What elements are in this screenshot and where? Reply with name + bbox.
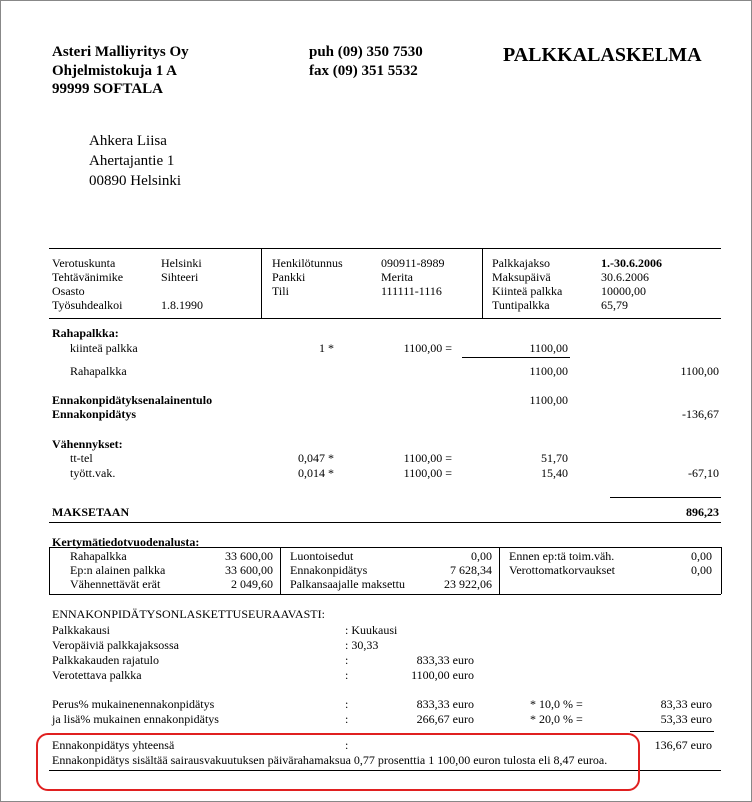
info-value: 090911-8989 [381, 256, 445, 270]
ytd-value: 0,00 [691, 563, 712, 577]
calc-label: Palkkakausi [52, 623, 110, 637]
calc-colon: : Kuukausi [345, 623, 398, 637]
pay-bottom-line [49, 522, 721, 523]
info-label: Työsuhdealkoi [52, 298, 123, 312]
deduction-label: tt-tel [70, 451, 93, 465]
rahapalkka-total-label: Rahapalkka [70, 364, 127, 378]
calc-colon: : [345, 712, 349, 726]
rahapalkka-total-right: 1100,00 [680, 364, 719, 378]
calc-value: 1100,00 euro [411, 668, 474, 682]
company-street: Ohjelmistokuja 1 A [52, 63, 178, 79]
calc-colon: : 30,33 [345, 638, 379, 652]
ytd-label: Ennen ep:tä toim.väh. [509, 549, 615, 563]
highlight-box [36, 733, 640, 791]
deductions-header: Vähennykset: [52, 437, 123, 451]
company-city: 99999 SOFTALA [52, 81, 163, 97]
calc-value: 833,33 euro [416, 697, 474, 711]
company-name: Asteri Malliyritys Oy [52, 44, 189, 60]
calc-total-colon: : [345, 738, 349, 752]
withholding-label: Ennakonpidätys [52, 407, 137, 421]
calc-pct-label: Perus% mukainenennakonpidätys [52, 697, 215, 711]
calc-value: 833,33 euro [416, 653, 474, 667]
info-value: 30.6.2006 [601, 270, 649, 284]
taxable-income-label: Ennakonpidätyksenalainentulo [52, 393, 213, 407]
calc-colon: : [345, 668, 349, 682]
info-label: Verotuskunta [52, 256, 116, 270]
ytd-label: Ep:n alainen palkka [70, 563, 166, 577]
calc-label: Palkkakauden rajatulo [52, 653, 159, 667]
info-value: 1.8.1990 [161, 298, 203, 312]
withholding-value: -136,67 [682, 407, 719, 421]
ytd-value: 33 600,00 [225, 563, 273, 577]
ytd-value: 7 628,34 [450, 563, 492, 577]
ytd-value: 33 600,00 [225, 549, 273, 563]
ytd-label: Palkansaajalle maksettu [290, 577, 405, 591]
ytd-label: Luontoisedut [290, 549, 354, 563]
ytd-value: 23 922,06 [444, 577, 492, 591]
info-label: Maksupäivä [492, 270, 551, 284]
ytd-label: Rahapalkka [70, 549, 127, 563]
sickness-fee-note: Ennakonpidätys sisältää sairausvakuutuksen päivärahamaksua 0,77 prosenttia 1 100,00 euron tulosta eli 8,47 euroa. [52, 753, 608, 767]
deductions-total: -67,10 [688, 466, 719, 480]
ytd-bottom-line [49, 594, 721, 595]
calc-result: 53,33 euro [660, 712, 712, 726]
recipient-name: Ahkera Liisa [89, 133, 167, 149]
ytd-label: Ennakonpidätys [290, 563, 368, 577]
ytd-label: Vähennettävät erät [70, 577, 161, 591]
deduction-sum: 15,40 [541, 466, 568, 480]
info-value: 65,79 [601, 298, 628, 312]
calc-label: Veropäiviä palkkajaksossa [52, 638, 179, 652]
info-label: Kiinteä palkka [492, 284, 563, 298]
recipient-street: Ahertajantie 1 [89, 153, 175, 169]
deduction-rate: 0,047 * [298, 451, 334, 465]
ytd-divider-2 [499, 547, 500, 594]
salary-sum-line [462, 357, 570, 358]
ytd-label: Verottomatkorvaukset [509, 563, 615, 577]
info-divider-1 [261, 248, 262, 318]
salary-row-sum: 1100,00 [529, 341, 568, 355]
info-label: Tili [272, 284, 289, 298]
rahapalkka-total-mid: 1100,00 [529, 364, 568, 378]
calc-result: 83,33 euro [660, 697, 712, 711]
recipient-city: 00890 Helsinki [89, 173, 182, 189]
calc-pct: * 10,0 % = [530, 697, 583, 711]
info-label: Pankki [272, 270, 306, 284]
ytd-value: 0,00 [471, 549, 492, 563]
info-divider-2 [482, 248, 483, 318]
document-title: PALKKALASKELMA [503, 44, 702, 66]
info-value: Merita [381, 270, 413, 284]
calc-label: Verotettava palkka [52, 668, 142, 682]
company-phone: puh (09) 350 7530 [309, 44, 423, 60]
ytd-divider-1 [280, 547, 281, 594]
ytd-value: 2 049,60 [231, 577, 273, 591]
deduction-label: tyött.vak. [70, 466, 116, 480]
salary-row-label: kiinteä palkka [70, 341, 138, 355]
deduction-sum: 51,70 [541, 451, 568, 465]
ytd-value: 0,00 [691, 549, 712, 563]
info-value: Sihteeri [161, 270, 199, 284]
ytd-header: Kertymätiedotvuodenalusta: [52, 535, 200, 549]
pay-sum-line [610, 497, 721, 498]
salary-row-qty: 1 * [319, 341, 334, 355]
calc-sum-line [630, 731, 714, 732]
calc-total-label: Ennakonpidätys yhteensä [52, 738, 175, 752]
info-value: 10000,00 [601, 284, 646, 298]
ytd-right-border [721, 547, 722, 594]
info-value: 1.-30.6.2006 [601, 256, 662, 270]
info-value: 111111-1116 [381, 284, 442, 298]
info-label: Henkilötunnus [272, 256, 343, 270]
deduction-rate: 0,014 * [298, 466, 334, 480]
info-value: Helsinki [161, 256, 202, 270]
taxable-income-value: 1100,00 [529, 393, 568, 407]
deduction-base: 1100,00 = [403, 451, 452, 465]
info-bottom-line [49, 318, 721, 319]
calc-colon: : [345, 697, 349, 711]
deduction-base: 1100,00 = [403, 466, 452, 480]
calc-pct-label: ja lisä% mukainen ennakonpidätys [52, 712, 219, 726]
calc-value: 266,67 euro [416, 712, 474, 726]
calc-total-value: 136,67 euro [654, 738, 712, 752]
info-label: Tehtävänimike [52, 270, 124, 284]
calc-header: ENNAKONPIDÄTYSONLASKETTUSEURAAVASTI: [52, 607, 325, 621]
calc-pct: * 20,0 % = [530, 712, 583, 726]
info-label: Tuntipalkka [492, 298, 550, 312]
salary-row-price: 1100,00 = [403, 341, 452, 355]
rahapalkka-header: Rahapalkka: [52, 326, 119, 340]
pay-label: MAKSETAAN [52, 505, 130, 519]
info-top-line [49, 248, 721, 249]
calc-colon: : [345, 653, 349, 667]
info-label: Osasto [52, 284, 85, 298]
info-label: Palkkajakso [492, 256, 550, 270]
ytd-left-border [49, 547, 50, 594]
pay-value: 896,23 [686, 505, 719, 519]
company-fax: fax (09) 351 5532 [309, 63, 418, 79]
ytd-top-line [49, 547, 721, 548]
